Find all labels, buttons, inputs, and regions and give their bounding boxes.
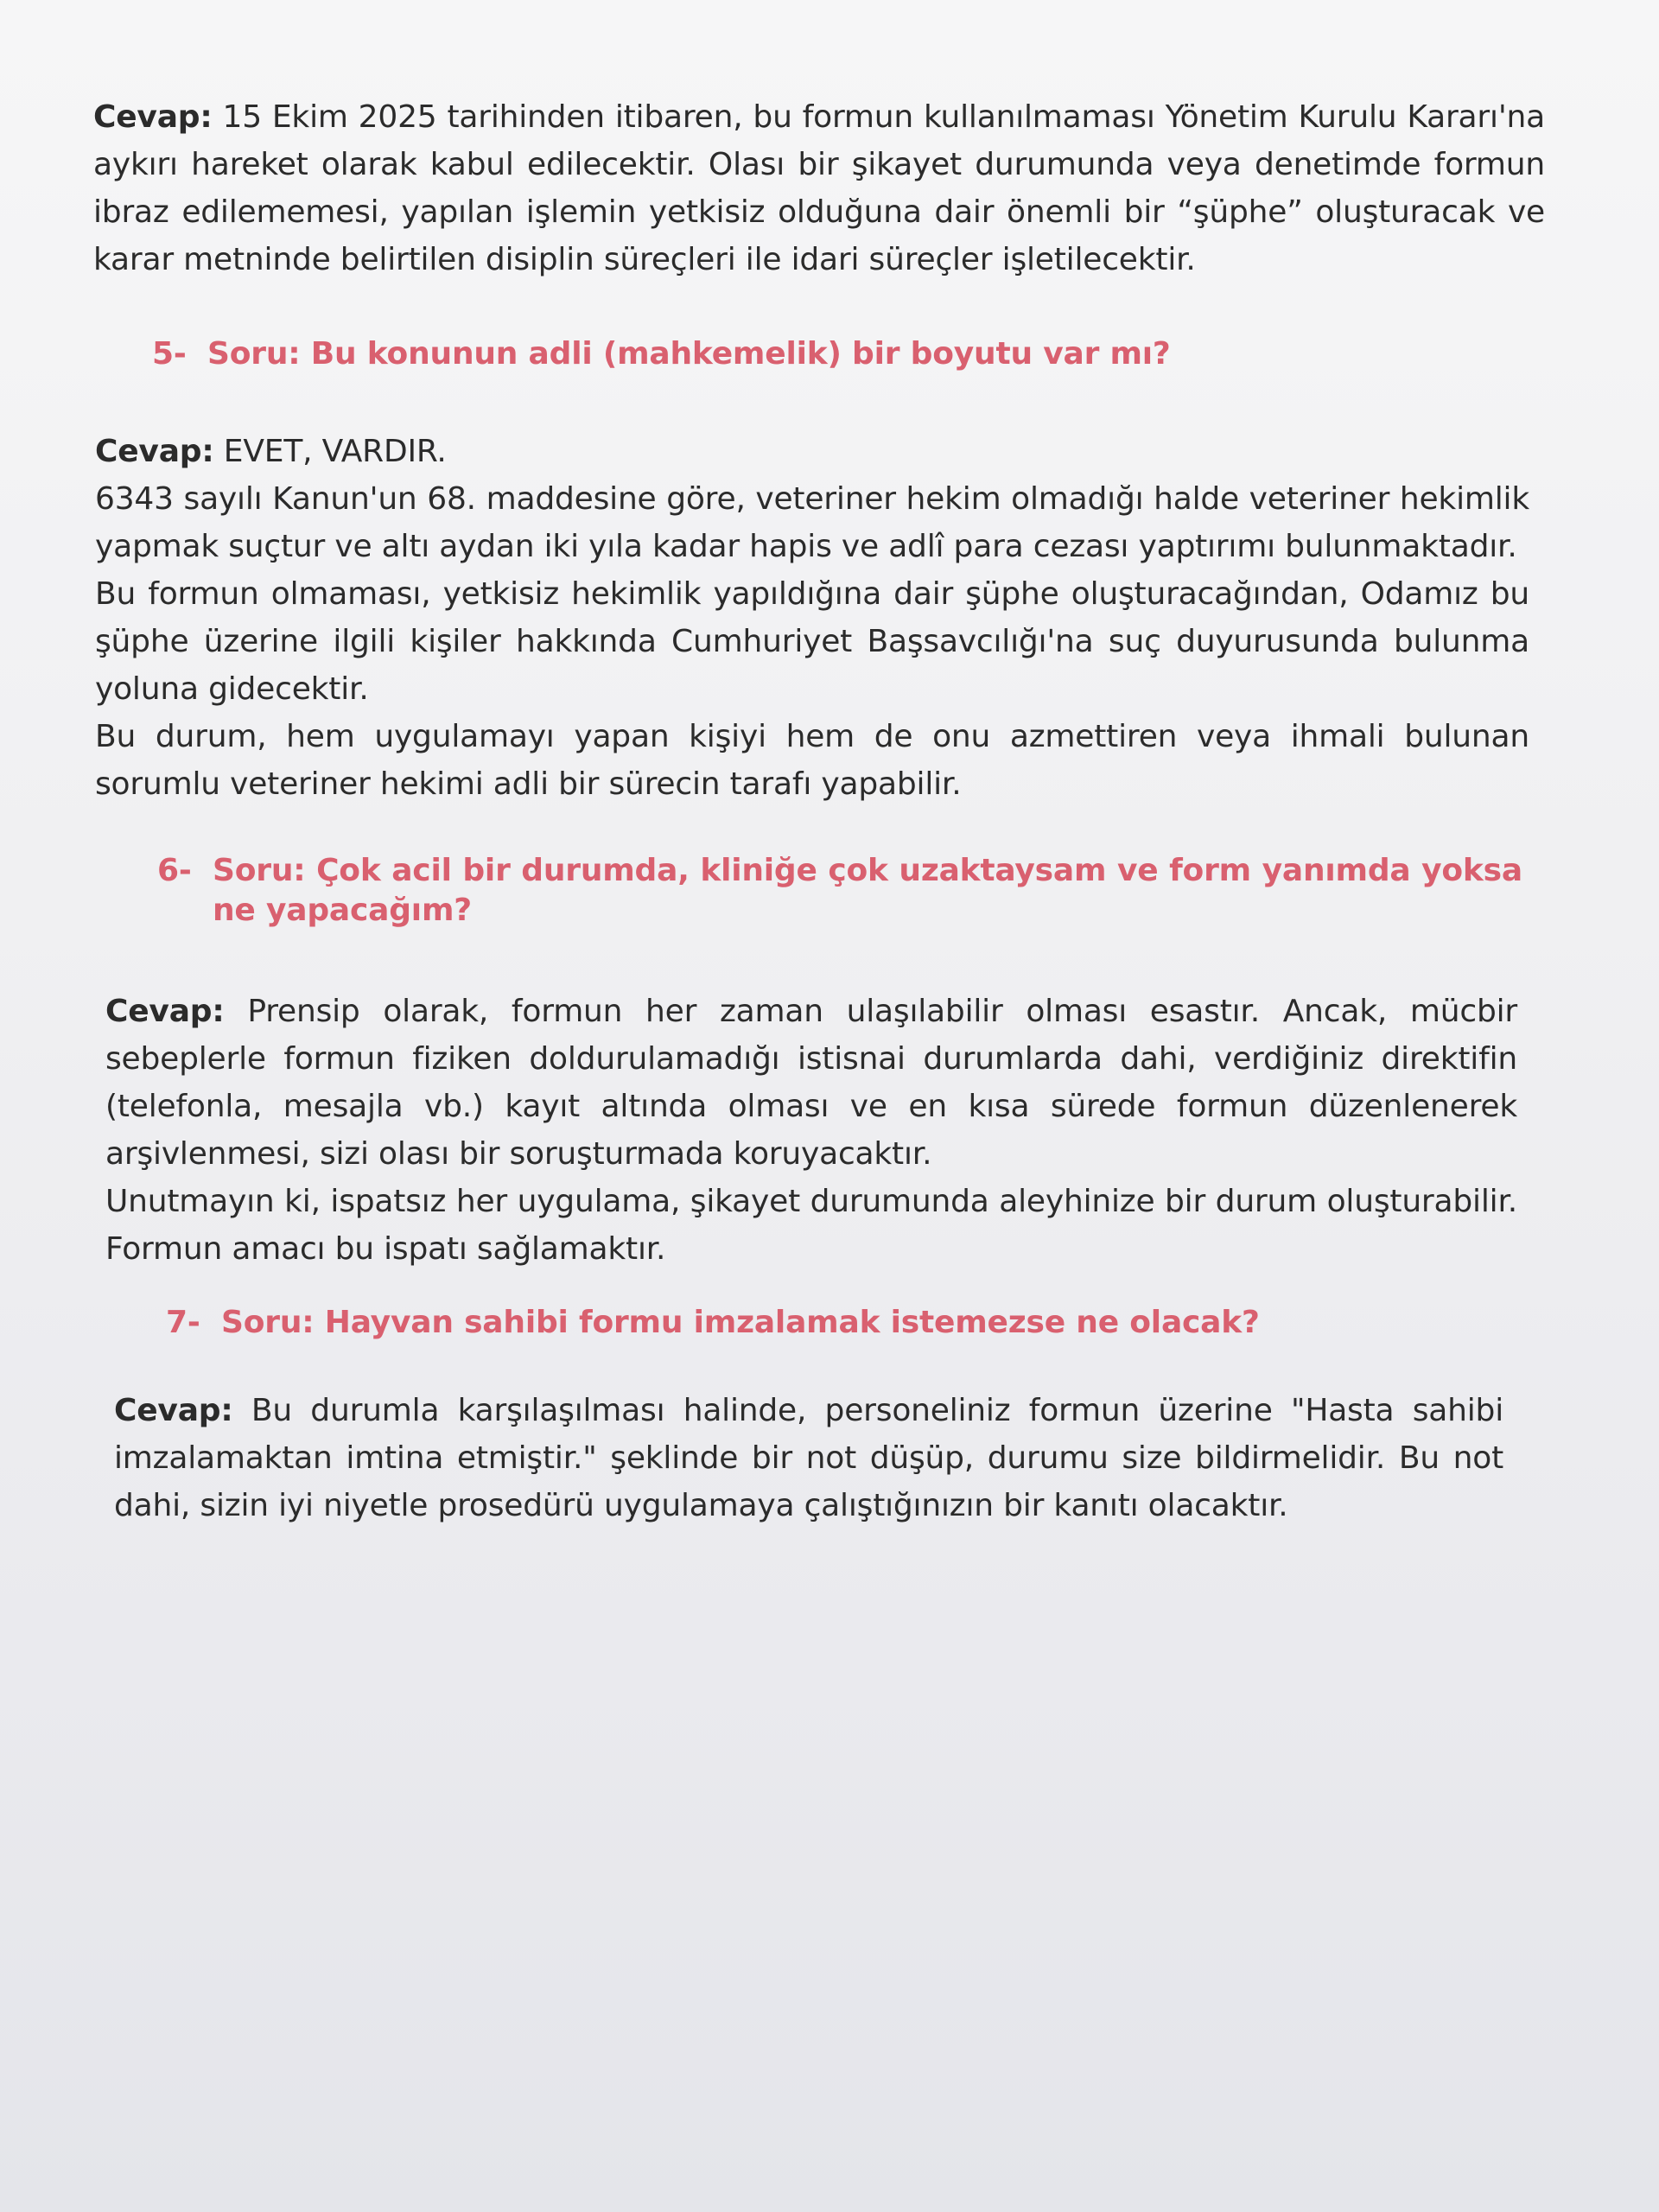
answer-label: Cevap: [105,994,225,1029]
answer-6-paragraph-2: Unutmayın ki, ispatsız her uygulama, şikayet durumunda aleyhinize bir durum oluşturabilir. Formun amacı bu ispatı sağlamaktır. [105,1184,1517,1267]
question-5 [152,334,1535,374]
question-text: Soru: Çok acil bir durumda, kliniğe çok uzaktaysam ve form yanımda yoksa ne yapacağım? [213,853,1522,928]
answer-7-paragraph [114,1387,1503,1529]
answer-5-paragraph-2: Bu formun olmaması, yetkisiz hekimlik yapıldığına dair şüphe oluşturacağından, Odamız bu şüphe üzerine ilgili kişiler hakkında Cumhuriyet Başsavcılığı'na suç duyurusunda bulunma yoluna gidecektir. [95,576,1529,707]
answer-5-paragraph-3: Bu durum, hem uygulamayı yapan kişiyi hem de onu azmettiren veya ihmali bulunan sorumlu veteriner hekimi adli bir sürecin tarafı yapabilir. [95,719,1529,802]
answer-5-paragraph-1: 6343 sayılı Kanun'un 68. maddesine göre, veteriner hekim olmadığı halde veteriner hekimlik yapmak suçtur ve altı aydan iki yıla kadar hapis ve adlî para cezası yaptırımı bulunmaktadır. [95,481,1529,564]
answer-5 [95,428,1529,808]
question-6 [157,851,1522,931]
answer-5-lead [95,428,1529,475]
answer-label: Cevap: [95,434,214,469]
answer-6-paragraph-1 [105,988,1517,1178]
answer-label: Cevap: [93,99,213,135]
answer-6 [105,988,1517,1273]
answer-text: Bu durumla karşılaşılması halinde, personeliniz formun üzerine "Hasta sahibi imzalamaktan imtina etmiştir." şeklinde bir not düşüp, durumu size bildirmelidir. Bu not dahi, sizin iyi niyetle prosedürü uygulamaya çalıştığınızın bir kanıtı olacaktır. [114,1393,1503,1523]
answer-7 [114,1387,1503,1529]
question-number: 7- [166,1305,200,1340]
answer-text: Prensip olarak, formun her zaman ulaşılabilir olması esastır. Ancak, mücbir sebeplerle formun fiziken doldurulamadığı istisnai durumlarda dahi, verdiğiniz direktifin (telefonla, mesajla vb.) kayıt altında olması ve en kısa sürede formun düzenlenerek arşivlenmesi, sizi olası bir soruşturmada koruyacaktır. [105,994,1517,1172]
question-number: 5- [152,336,187,372]
question-number: 6- [157,853,192,888]
answer-text: 15 Ekim 2025 tarihinden itibaren, bu formun kullanılmaması Yönetim Kurulu Kararı'na aykırı hareket olarak kabul edilecektir. Olası bir şikayet durumunda veya denetimde formun ibraz edilememesi, yapılan işlemin yetkisiz olduğuna dair önemli bir “şüphe” oluşturacak ve karar metninde belirtilen disiplin süreçleri ile idari süreçler işletilecektir. [93,99,1545,277]
answer-label: Cevap: [114,1393,233,1428]
answer-lead-text: EVET, VARDIR. [213,434,447,469]
question-7 [166,1303,1514,1343]
question-text: Soru: Hayvan sahibi formu imzalamak istemezse ne olacak? [221,1305,1260,1340]
question-text: Soru: Bu konunun adli (mahkemelik) bir boyutu var mı? [207,336,1171,372]
answer-4-paragraph [93,93,1545,283]
answer-4 [93,93,1545,283]
